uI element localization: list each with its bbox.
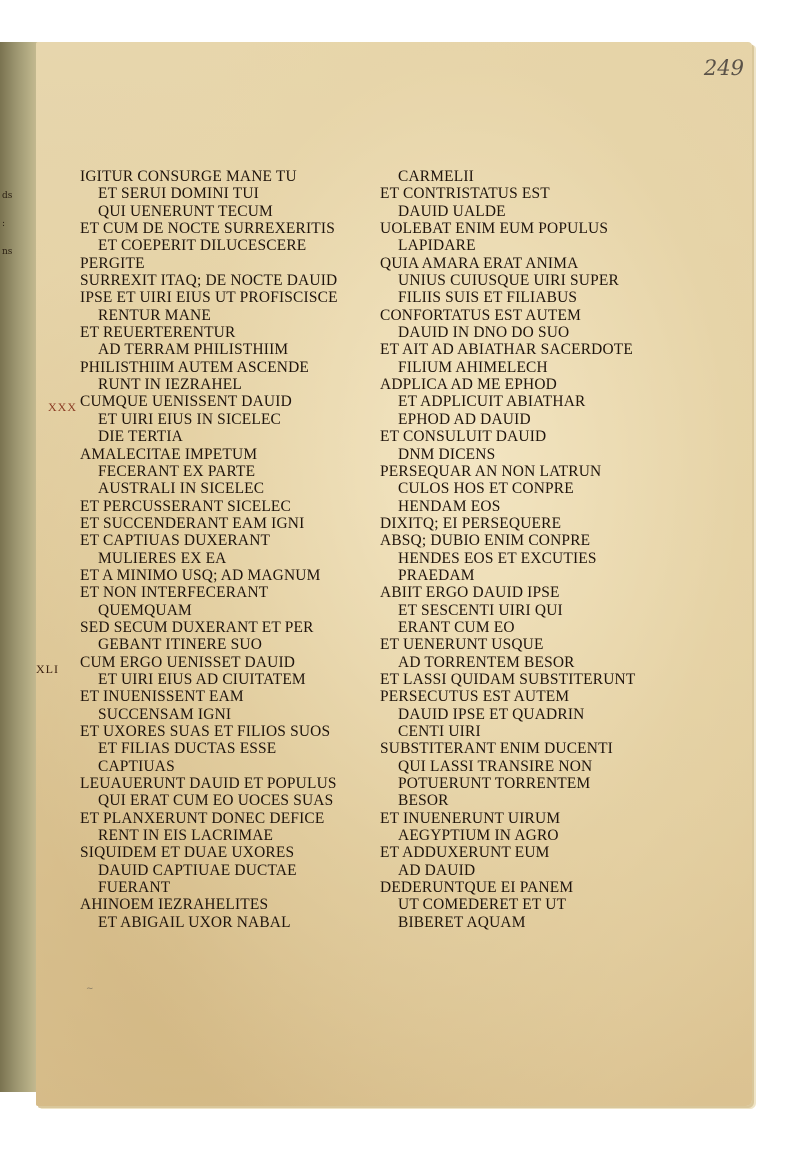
- text-line: PRAEDAM: [398, 566, 475, 584]
- text-line: DAUID UALDE: [398, 202, 506, 220]
- text-line: UOLEBAT ENIM EUM POPULUS: [380, 220, 609, 238]
- text-line: ET CUM DE NOCTE SURREXERITIS: [80, 220, 335, 238]
- text-line: DIXITQ; EI PERSEQUERE: [380, 514, 562, 532]
- text-line: QUIA AMARA ERAT ANIMA: [380, 254, 579, 272]
- text-line: DNM DICENS: [398, 445, 496, 463]
- text-line: HENDAM EOS: [398, 497, 501, 515]
- text-line: QUI ERAT CUM EO UOCES SUAS: [98, 792, 334, 810]
- text-line: FECERANT EX PARTE: [98, 462, 256, 480]
- text-line: ET UENERUNT USQUE: [380, 636, 544, 654]
- text-line: FUERANT: [98, 879, 171, 897]
- text-line: ABIIT ERGO DAUID IPSE: [380, 584, 560, 602]
- text-line: ET SUCCENDERANT EAM IGNI: [80, 514, 305, 532]
- text-line: CAPTIUAS: [98, 757, 175, 775]
- text-line: ET SESCENTI UIRI QUI: [398, 601, 563, 619]
- text-line: POTUERUNT TORRENTEM: [398, 775, 591, 793]
- manuscript-page: [36, 42, 752, 1106]
- text-line: ERANT CUM EO: [398, 618, 515, 636]
- text-line: SURREXIT ITAQ; DE NOCTE DAUID: [80, 272, 338, 290]
- text-line: ET ABIGAIL UXOR NABAL: [98, 913, 291, 931]
- text-line: QUI LASSI TRANSIRE NON: [398, 757, 593, 775]
- text-line: IPSE ET UIRI EIUS UT PROFISCISCE: [80, 289, 338, 307]
- gutter-marks: ds : ns: [2, 191, 13, 257]
- text-line: IGITUR CONSURGE MANE TU: [80, 168, 297, 185]
- text-line: ET CAPTIUAS DUXERANT: [80, 532, 271, 550]
- text-line: CULOS HOS ET CONPRE: [398, 480, 574, 498]
- text-line: ET INUENERUNT UIRUM: [380, 809, 561, 827]
- folio-number: 249: [703, 56, 744, 80]
- adjacent-page-edge: [0, 42, 41, 1092]
- text-line: LEUAUERUNT DAUID ET POPULUS: [80, 775, 337, 793]
- text-line: QUEMQUAM: [98, 601, 192, 619]
- text-line: ET COEPERIT DILUCESCERE: [98, 237, 307, 255]
- text-line: ABSQ; DUBIO ENIM CONPRE: [380, 532, 591, 550]
- text-line: ET LASSI QUIDAM SUBSTITERUNT: [380, 670, 636, 688]
- text-column-left: [80, 168, 370, 931]
- text-line: ET CONTRISTATUS EST: [380, 185, 550, 203]
- text-line: AHINOEM IEZRAHELITES: [80, 896, 269, 914]
- text-line: SIQUIDEM ET DUAE UXORES: [80, 844, 295, 862]
- text-line: ET UIRI EIUS IN SICELEC: [98, 410, 282, 428]
- text-line: MULIERES EX EA: [98, 549, 227, 567]
- text-line: ET REUERTERENTUR: [80, 324, 236, 342]
- text-line: SED SECUM DUXERANT ET PER: [80, 618, 314, 636]
- text-line: AMALECITAE IMPETUM: [80, 445, 258, 463]
- text-line: ET INUENISSENT EAM: [80, 688, 244, 706]
- text-line: DAUID IN DNO DO SUO: [398, 324, 570, 342]
- text-line: DAUID IPSE ET QUADRIN: [398, 705, 585, 723]
- text-line: ET PLANXERUNT DONEC DEFICE: [80, 809, 325, 827]
- text-line: DAUID CAPTIUAE DUCTAE: [98, 861, 297, 879]
- text-line: PERSEQUAR AN NON LATRUN: [380, 462, 602, 480]
- text-line: ET UIRI EIUS AD CIUITATEM: [98, 670, 306, 688]
- faint-pencil-mark: ~: [86, 984, 94, 994]
- text-line: CARMELII: [398, 168, 474, 185]
- text-line: UNIUS CUIUSQUE UIRI SUPER: [398, 272, 619, 290]
- text-line: RUNT IN IEZRAHEL: [98, 376, 242, 394]
- text-line: ADPLICA AD ME EPHOD: [380, 376, 557, 394]
- text-line: UT COMEDERET ET UT: [398, 896, 567, 914]
- text-line: RENTUR MANE: [98, 306, 211, 324]
- text-line: PHILISTHIIM AUTEM ASCENDE: [80, 358, 310, 376]
- text-line: ET ADDUXERUNT EUM: [380, 844, 550, 862]
- text-line: AUSTRALI IN SICELEC: [98, 480, 265, 498]
- text-line: PERSECUTUS EST AUTEM: [380, 688, 570, 706]
- margin-note-xli: XLI: [36, 662, 59, 676]
- text-line: CUM ERGO UENISSET DAUID: [80, 653, 296, 671]
- text-line: FILIUM AHIMELECH: [398, 358, 548, 376]
- text-line: PERGITE: [80, 254, 145, 272]
- text-line: SUCCENSAM IGNI: [98, 705, 232, 723]
- text-line: ET A MINIMO USQ; AD MAGNUM: [80, 566, 321, 584]
- text-line: LAPIDARE: [398, 237, 476, 255]
- text-line: BIBERET AQUAM: [398, 913, 526, 931]
- text-line: AD TORRENTEM BESOR: [398, 653, 575, 671]
- text-column-right: [380, 168, 680, 931]
- text-line: ET NON INTERFECERANT: [80, 584, 269, 602]
- text-line: SUBSTITERANT ENIM DUCENTI: [380, 740, 614, 758]
- text-line: AD TERRAM PHILISTHIIM: [98, 341, 289, 359]
- text-line: CENTI UIRI: [398, 723, 481, 740]
- text-line: ET UXORES SUAS ET FILIOS SUOS: [80, 723, 331, 740]
- text-line: RENT IN EIS LACRIMAE: [98, 827, 274, 845]
- text-line: FILIIS SUIS ET FILIABUS: [398, 289, 578, 307]
- text-line: CUMQUE UENISSENT DAUID: [80, 393, 292, 411]
- text-line: ET SERUI DOMINI TUI: [98, 185, 259, 203]
- text-line: BESOR: [398, 792, 449, 810]
- text-line: HENDES EOS ET EXCUTIES: [398, 549, 597, 567]
- text-line: QUI UENERUNT TECUM: [98, 202, 273, 220]
- text-line: CONFORTATUS EST AUTEM: [380, 306, 582, 324]
- text-line: DIE TERTIA: [98, 428, 183, 446]
- margin-note-xxx: XXX: [48, 400, 77, 414]
- text-line: AEGYPTIUM IN AGRO: [398, 827, 559, 845]
- text-line: DEDERUNTQUE EI PANEM: [380, 879, 574, 897]
- text-line: GEBANT ITINERE SUO: [98, 636, 263, 654]
- text-line: ET FILIAS DUCTAS ESSE: [98, 740, 277, 758]
- text-line: ET PERCUSSERANT SICELEC: [80, 497, 291, 515]
- text-line: EPHOD AD DAUID: [398, 410, 531, 428]
- text-line: ET CONSULUIT DAUID: [380, 428, 547, 446]
- text-line: AD DAUID: [398, 861, 476, 879]
- text-line: ET ADPLICUIT ABIATHAR: [398, 393, 586, 411]
- text-line: ET AIT AD ABIATHAR SACERDOTE: [380, 341, 634, 359]
